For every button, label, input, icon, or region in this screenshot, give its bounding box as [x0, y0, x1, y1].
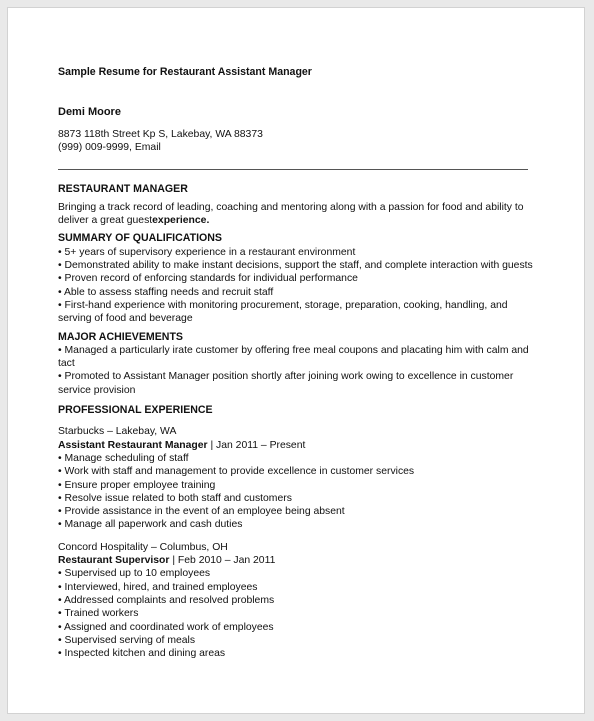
job-title-line: [58, 439, 536, 452]
job-title: Restaurant Supervisor: [58, 555, 170, 567]
candidate-address: 8873 118th Street Kp S, Lakebay, WA 88373: [58, 128, 263, 140]
objective-emphasis: experience.: [152, 215, 210, 227]
job-duty-item: • Inspected kitchen and dining areas: [58, 648, 226, 660]
resume-content: [58, 66, 536, 660]
job-duty-item: • Interviewed, hired, and trained employees: [58, 581, 258, 593]
job-duty-item: • Resolve issue related to both staff and customers: [58, 492, 292, 504]
qualification-item: • Demonstrated ability to make instant decisions, support the staff, and complete interaction with guests: [58, 260, 533, 272]
qualification-item: • Proven record of enforcing standards for individual performance: [58, 273, 358, 285]
document-title: Sample Resume for Restaurant Assistant Manager: [58, 66, 312, 78]
achievements-list: [58, 344, 536, 397]
job-company: Concord Hospitality – Columbus, OH: [58, 541, 228, 553]
achievement-item: • Promoted to Assistant Manager position shortly after joining work owing to excellence in customer service provision: [58, 371, 514, 396]
candidate-name: Demi Moore: [58, 106, 121, 119]
job-title: Assistant Restaurant Manager: [58, 439, 208, 451]
job-duty-item: • Manage all paperwork and cash duties: [58, 519, 243, 531]
job-duty-item: • Addressed complaints and resolved problems: [58, 594, 275, 606]
job-duty-item: • Manage scheduling of staff: [58, 452, 189, 464]
contact-block: [58, 128, 536, 155]
objective-text: Bringing a track record of leading, coaching and mentoring along with a passion for food and ability to deliver a great guest: [58, 201, 524, 227]
job-company: Starbucks – Lakebay, WA: [58, 426, 177, 438]
job-dates: | Jan 2011 – Present: [207, 439, 306, 451]
objective-paragraph: [58, 201, 536, 228]
qualification-item: • 5+ years of supervisory experience in a restaurant environment: [58, 246, 356, 258]
experience-heading: PROFESSIONAL EXPERIENCE: [58, 404, 213, 417]
job-dates: | Feb 2010 – Jan 2011: [169, 555, 276, 567]
qualifications-list: [58, 246, 536, 326]
job-duties-list: [58, 452, 536, 532]
candidate-phone-email: (999) 009-9999, Email: [58, 142, 161, 154]
job-duty-item: • Assigned and coordinated work of employees: [58, 621, 274, 633]
qualifications-heading: SUMMARY OF QUALIFICATIONS: [58, 232, 223, 245]
job-duty-item: • Trained workers: [58, 608, 139, 620]
job-duty-item: • Work with staff and management to provide excellence in customer services: [58, 466, 415, 478]
achievement-item: • Managed a particularly irate customer by offering free meal coupons and placating him with calm and tact: [58, 344, 529, 370]
objective-heading: RESTAURANT MANAGER: [58, 182, 188, 195]
job-title-line: [58, 554, 536, 567]
resume-page: [8, 8, 584, 713]
job-duty-item: • Supervised up to 10 employees: [58, 568, 211, 580]
job-duty-item: • Provide assistance in the event of an employee being absent: [58, 506, 345, 518]
qualification-item: • First-hand experience with monitoring procurement, storage, preparation, cooking, handling, and serving of food and beverage: [58, 299, 508, 325]
job-duty-item: • Supervised serving of meals: [58, 634, 196, 646]
qualification-item: • Able to assess staffing needs and recruit staff: [58, 286, 274, 298]
job-duties-list: [58, 567, 536, 660]
achievements-heading: MAJOR ACHIEVEMENTS: [58, 330, 183, 343]
job-duty-item: • Ensure proper employee training: [58, 479, 216, 491]
horizontal-divider: [58, 169, 528, 170]
